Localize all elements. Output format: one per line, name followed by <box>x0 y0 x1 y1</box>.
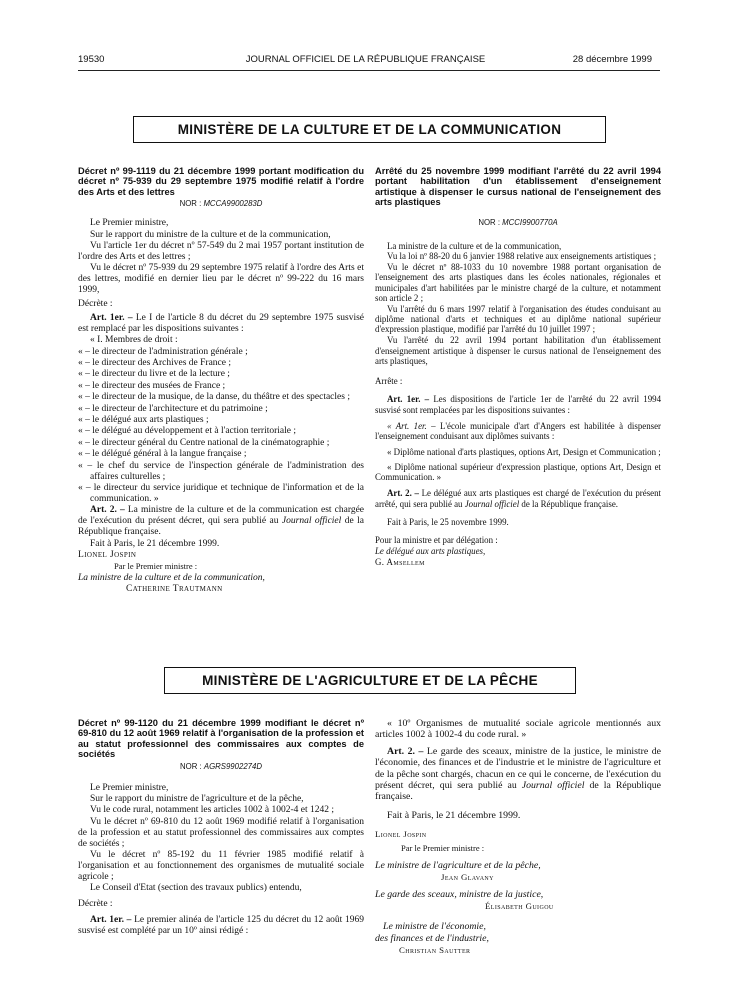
article-1: Art. 1er. – Le premier alinéa de l'article 125 du décret du 12 août 1969 susvisé est complété par un 10º ainsi rédigé : <box>78 915 364 936</box>
arrete-25-nov-1999 <box>375 166 661 568</box>
page-header <box>0 54 731 68</box>
delegate-name: G. Amsellem <box>375 556 425 567</box>
member-item: « – le directeur des musées de France ; <box>78 380 226 391</box>
article-2: Art. 2. – Le garde des sceaux, ministre de la justice, le ministre de l'économie, des finances et de l'industrie et le ministre de l'agriculture et de la pêche sont chargés, chacun en ce qui le concerne, de l'exécution du présent décret, qui sera publié au Journal officiel de la République française. <box>375 745 661 803</box>
decrete-heading: Décrète : <box>78 298 113 309</box>
economy-minister-name: Christian Sautter <box>399 944 471 955</box>
member-item: « – le délégué général à la langue française ; <box>78 449 247 460</box>
minister-role: La ministre de la culture et de la communication, <box>78 572 265 583</box>
agriculture-minister-role: Le ministre de l'agriculture et de la pêche, <box>375 860 541 872</box>
economy-minister-role: Le ministre de l'économie, <box>383 920 486 932</box>
agriculture-minister-name: Jean Glavany <box>441 871 494 882</box>
quoted-article-1: « Art. 1er. – L'école municipale d'art d'Angers est habilitée à dispenser l'enseignement conduisant aux diplômes suivants : <box>375 420 661 442</box>
member-item: « – le directeur des Archives de France ; <box>78 358 231 368</box>
decree-title: Décret nº 99-1119 du 21 décembre 1999 portant modification du décret nº 75-939 du 29 septembre 1975 modifié relatif à l'ordre des Arts et des lettres <box>78 166 364 197</box>
member-item: « – le délégué aux arts plastiques ; <box>78 415 209 426</box>
issue-date: 28 décembre 1999 <box>572 54 652 65</box>
preamble-line: La ministre de la culture et de la communication, <box>387 240 562 251</box>
ministry-heading-agriculture: MINISTÈRE DE L'AGRICULTURE ET DE LA PÊCHE <box>164 667 576 694</box>
preamble-line: Le Conseil d'Etat (section des travaux publics) entendu, <box>90 883 302 894</box>
nor-code: AGRS9902274D <box>203 761 262 771</box>
nor-reference: NOR : MCCI9900770A <box>478 217 558 227</box>
nor-reference: NOR : MCCA9900283D <box>179 199 263 209</box>
journal-title: JOURNAL OFFICIEL DE LA RÉPUBLIQUE FRANÇAISE <box>245 54 486 65</box>
preamble-line: Sur le rapport du ministre de l'agriculture et de la pêche, <box>90 793 304 804</box>
preamble-line: Le Premier ministre, <box>90 782 169 793</box>
done-at: Fait à Paris, le 25 novembre 1999. <box>387 517 509 528</box>
members-heading: « I. Membres de droit : <box>90 335 178 346</box>
preamble-line: Vu l'article 1er du décret nº 57-549 du 2 mai 1957 portant institution de l'ordre des Arts et des lettres ; <box>78 240 364 262</box>
decree-99-1120 <box>78 718 364 937</box>
preamble-line: Sur le rapport du ministre de la culture et de la communication, <box>90 229 331 240</box>
done-at: Fait à Paris, le 21 décembre 1999. <box>387 809 521 821</box>
nor-code: MCCI9900770A <box>502 217 558 227</box>
preamble-line: Vu le décret nº 75-939 du 29 septembre 1975 relatif à l'ordre des Arts et des lettres, modifié en dernier lieu par le décret nº 99-222 du 16 mars 1999, <box>78 263 364 296</box>
justice-minister-name: Élisabeth Guigou <box>485 901 554 912</box>
done-at: Fait à Paris, le 21 décembre 1999. <box>90 538 220 549</box>
ministry-heading-culture: MINISTÈRE DE LA CULTURE ET DE LA COMMUNICATION <box>133 116 606 143</box>
article-2: Art. 2. – La ministre de la culture et de la communication est chargée de l'exécution du présent décret, qui sera publié au Journal officiel de la République française. <box>78 505 365 538</box>
member-item: « – le directeur du service juridique et technique de l'information et de la communication. » <box>78 482 364 504</box>
decree-title: Décret nº 99-1120 du 21 décembre 1999 modifiant le décret nº 69-810 du 12 août 1969 relatif à l'organisation de la profession et au statut professionnel des commissaires aux comptes de sociétés <box>78 718 364 760</box>
member-item: « – le délégué au développement et à l'action territoriale ; <box>78 426 297 437</box>
quoted-item-10: « 10º Organismes de mutualité sociale agricole mentionnés aux articles 1002 à 1002-4 du code rural. » <box>375 718 661 741</box>
decree-99-1120-continued <box>375 718 661 956</box>
quoted-diploma-2: « Diplôme national supérieur d'expression plastique, options Art, Design et Communication. » <box>375 461 661 483</box>
justice-minister-role: Le garde des sceaux, ministre de la justice, <box>375 889 544 901</box>
header-rule <box>78 70 660 71</box>
preamble-line: Vu le décret nº 88-1033 du 10 novembre 1988 portant organisation de l'enseignement des arts plastiques dans les écoles nationales, régionales et municipales d'art habilitées par le ministre chargé de la culture, et notamment son article 2 ; <box>375 262 661 304</box>
for-minister: Pour la ministre et par délégation : <box>375 535 498 546</box>
preamble-line: Vu l'arrêté du 6 mars 1997 relatif à l'organisation des études conduisant au diplôme national d'arts et techniques et au diplôme national supérieur d'expression plastique, modifié par l'arrêté du 10 juillet 1997 ; <box>375 303 661 335</box>
preamble-line: Vu le code rural, notamment les articles 1002 à 1002-4 et 1242 ; <box>90 805 334 816</box>
article-1: Art. 1er. – Le I de l'article 8 du décret du 29 septembre 1975 susvisé est remplacé par les dispositions suivantes : <box>78 312 365 334</box>
preamble-line: Vu le décret nº 85-192 du 11 février 1985 modifié relatif à l'organisation et au fonctionnement des organismes de mutualité sociale agricole ; <box>78 849 364 882</box>
arrete-title: Arrêté du 25 novembre 1999 modifiant l'arrêté du 22 avril 1994 portant habilitation d'un établissement d'enseignement artistique à dispenser le cursus national de l'enseignement des arts plastiques <box>375 166 661 208</box>
article-2: Art. 2. – Le délégué aux arts plastiques est chargé de l'exécution du présent arrêté, qui sera publié au Journal officiel de la République française. <box>375 488 662 509</box>
decree-99-1119 <box>78 166 364 596</box>
nor-code: MCCA9900283D <box>203 199 263 209</box>
member-item: « – le directeur du livre et de la lecture ; <box>78 369 230 380</box>
arrete-heading: Arrête : <box>375 376 403 387</box>
decrete-heading: Décrète : <box>78 899 113 910</box>
preamble-line: Vu le décret nº 69-810 du 12 août 1969 modifié relatif à l'organisation de la profession et au statut professionnel des commissaires aux comptes de sociétés ; <box>78 816 364 849</box>
economy-minister-role: des finances et de l'industrie, <box>375 932 489 944</box>
signer-name: Lionel Jospin <box>78 549 137 560</box>
quoted-diploma-1: « Diplôme national d'arts plastiques, options Art, Design et Communication ; <box>387 446 661 457</box>
preamble-line: Vu la loi nº 88-20 du 6 janvier 1988 relative aux enseignements artistiques ; <box>387 251 657 262</box>
signer-name: Lionel Jospin <box>375 829 427 840</box>
by-prime-minister: Par le Premier ministre : <box>401 842 485 853</box>
preamble-line: Le Premier ministre, <box>90 218 169 229</box>
nor-reference: NOR : AGRS9902274D <box>180 761 262 771</box>
page-number: 19530 <box>78 54 105 65</box>
delegate-role: Le délégué aux arts plastiques, <box>375 546 486 557</box>
member-item: « – le directeur général du Centre national de la cinématographie ; <box>78 437 330 448</box>
preamble-line: Vu l'arrêté du 22 avril 1994 portant habilitation d'un établissement d'enseignement artistique à dispenser le cursus national de l'enseignement des arts plastiques, <box>375 335 661 366</box>
member-item: « – le chef du service de l'inspection générale de l'administration des affaires culturelles ; <box>78 460 364 482</box>
minister-name: Catherine Trautmann <box>126 584 223 595</box>
article-1: Art. 1er. – Les dispositions de l'article 1er de l'arrêté du 22 avril 1994 susvisé sont remplacées par les dispositions suivantes : <box>375 394 662 415</box>
member-item: « – le directeur de l'administration générale ; <box>78 346 248 357</box>
member-item: « – le directeur de la musique, de la danse, du théâtre et des spectacles ; <box>78 392 350 403</box>
member-item: « – le directeur de l'architecture et du patrimoine ; <box>78 403 268 414</box>
by-prime-minister: Par le Premier ministre : <box>114 561 198 572</box>
